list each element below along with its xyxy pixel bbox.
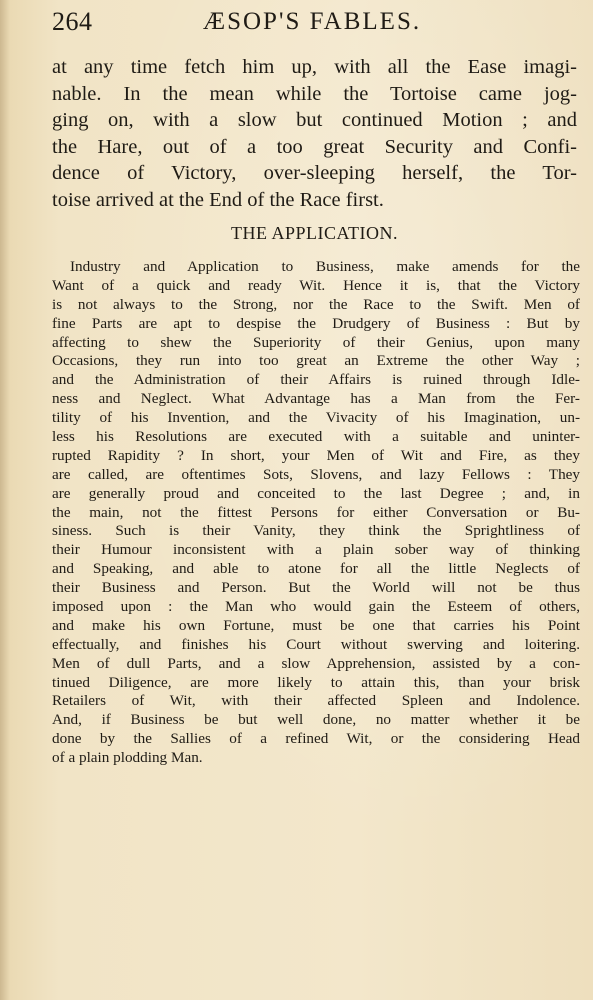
text-line: And, if Business be but well done, no matter whether it be xyxy=(52,711,580,729)
text-line: tinued Diligence, are more likely to attain this, than your brisk xyxy=(52,673,580,691)
text-line: Want of a quick and ready Wit. Hence it is, that the Victory xyxy=(52,276,580,294)
text-line: and the Administration of their Affairs is ruined through Idle- xyxy=(52,371,580,389)
page-header xyxy=(52,4,572,40)
text-line: effectually, and finishes his Court without swerving and loitering. xyxy=(52,635,580,653)
text-line: dence of Victory, over-sleeping herself, the Tor- xyxy=(52,162,577,185)
text-line: Industry and Application to Business, make amends for the xyxy=(70,258,580,275)
text-line: fine Parts are apt to despise the Drudgery of Business : But by xyxy=(52,314,580,332)
text-line: done by the Sallies of a refined Wit, or the considering Head xyxy=(52,730,580,748)
text-line: tility of his Invention, and the Vivacity of his Imagination, un- xyxy=(52,409,580,427)
text-line: are called, are oftentimes Sots, Slovens, and lazy Fellows : They xyxy=(52,465,580,483)
text-line: and make his own Fortune, must be one that carries his Point xyxy=(52,616,580,634)
text-line: is not always to the Strong, nor the Race to the Swift. Men of xyxy=(52,295,580,313)
spine-shadow xyxy=(0,0,10,1000)
text-line: their Humour inconsistent with a plain sober way of thinking xyxy=(52,541,580,559)
text-line: toise arrived at the End of the Race first. xyxy=(52,188,384,211)
text-line: affecting to shew the Superiority of their Genius, upon many xyxy=(52,333,580,351)
text-line: of a plain plodding Man. xyxy=(52,749,203,767)
text-line: rupted Rapidity ? In short, your Men of Wit and Fire, as they xyxy=(52,446,580,464)
running-title: ÆSOP'S FABLES. xyxy=(202,8,422,35)
application-heading: THE APPLICATION. xyxy=(230,223,398,243)
text-line: the main, not the fittest Persons for either Conversation or Bu- xyxy=(52,503,580,521)
text-line: siness. Such is their Vanity, they think the Sprightliness of xyxy=(52,522,580,540)
text-line: Men of dull Parts, and a slow Apprehension, assisted by a con- xyxy=(52,654,580,672)
text-line: ness and Neglect. What Advantage has a Man from the Fer- xyxy=(52,390,580,408)
text-line: and Speaking, and able to atone for all the little Neglects of xyxy=(52,560,580,578)
text-line: the Hare, out of a too great Security and Confi- xyxy=(52,135,577,158)
text-line: Occasions, they run into too great an Extreme the other Way ; xyxy=(52,352,580,370)
fable-text xyxy=(52,54,577,214)
text-line: less his Resolutions are executed with a suitable and uninter- xyxy=(52,428,580,446)
text-line: nable. In the mean while the Tortoise came jog- xyxy=(52,82,577,105)
text-line: are generally proud and conceited to the last Degree ; and, in xyxy=(52,484,580,502)
text-line: ging on, with a slow but continued Motion ; and xyxy=(52,109,577,132)
page-number: 264 xyxy=(52,7,93,36)
text-line: their Business and Person. But the World will not be thus xyxy=(52,579,580,597)
text-line: at any time fetch him up, with all the Ease imagi- xyxy=(52,56,577,78)
text-line: Retailers of Wit, with their affected Spleen and Indolence. xyxy=(52,692,580,710)
application-text xyxy=(52,258,580,768)
text-line: imposed upon : the Man who would gain the Esteem of others, xyxy=(52,598,580,616)
